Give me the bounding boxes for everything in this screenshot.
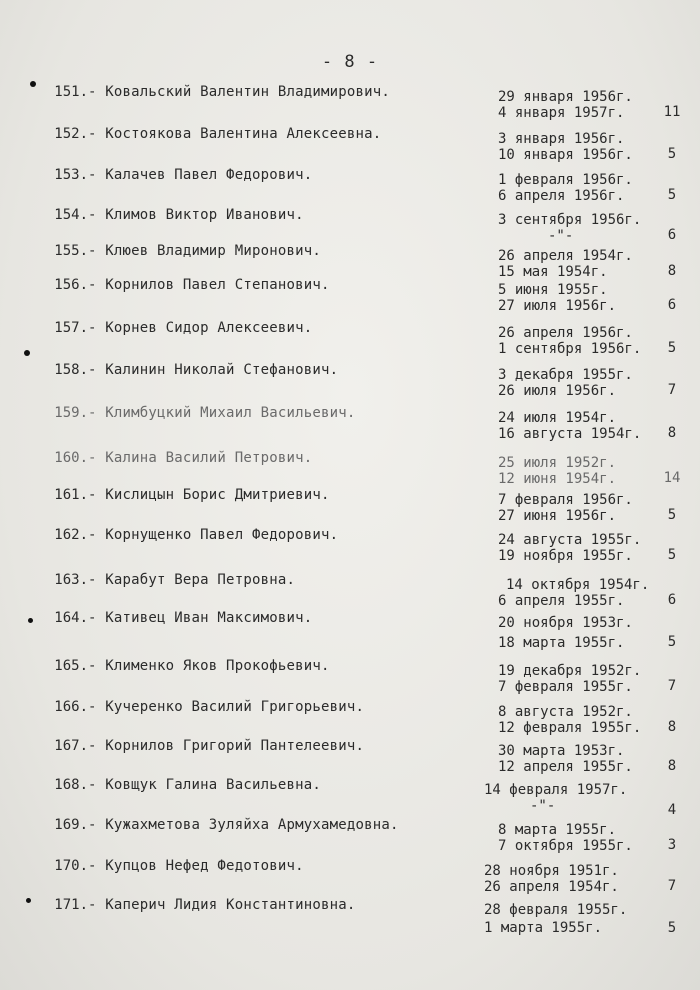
entry-date-start: 28 февраля 1955г. xyxy=(484,902,628,918)
entry-date-end: 27 июня 1956г. xyxy=(498,508,617,524)
entry-date-end: 7 октября 1955г. xyxy=(498,838,633,854)
entry-date-end: 12 февраля 1955г. xyxy=(498,720,642,736)
entry-date-end: 15 мая 1954г. xyxy=(498,264,608,280)
entry-number: 154. xyxy=(54,207,88,223)
list-item xyxy=(0,362,700,406)
entry-date-end: 27 июля 1956г. xyxy=(498,298,617,314)
ink-mark xyxy=(26,898,31,903)
entry-number: 158. xyxy=(54,362,88,378)
entry-count: 8 xyxy=(667,719,677,735)
entry-name: - Купцов Нефед Федотович. xyxy=(88,858,304,874)
entry-name: - Корнущенко Павел Федорович. xyxy=(88,527,339,543)
entry-count: 8 xyxy=(667,425,677,441)
list-item xyxy=(0,320,700,364)
entry-number: 169. xyxy=(54,817,88,833)
entry-count: 5 xyxy=(667,187,677,203)
entry-count: 5 xyxy=(667,547,677,563)
entry-date-start: 20 ноября 1953г. xyxy=(498,615,633,631)
entry-date-start: 8 марта 1955г. xyxy=(498,822,617,838)
list-item xyxy=(0,277,700,321)
entry-name: - Кужахметова Зуляйха Армухамедовна. xyxy=(88,817,399,833)
entry-number: 155. xyxy=(54,243,88,259)
entry-date-end: 26 июля 1956г. xyxy=(498,383,617,399)
list-item xyxy=(0,126,700,170)
list-item xyxy=(0,817,700,861)
entry-name: - Каперич Лидия Константиновна. xyxy=(88,897,356,913)
entry-date-end: 6 апреля 1956г. xyxy=(498,188,625,204)
entry-name: - Корнилов Григорий Пантелеевич. xyxy=(88,738,365,754)
entry-date-start: 8 августа 1952г. xyxy=(498,704,633,720)
entry-date-end: 10 января 1956г. xyxy=(498,147,633,163)
list-item xyxy=(0,487,700,531)
entry-number: 159. xyxy=(54,405,88,421)
entry-count: 5 xyxy=(667,507,677,523)
list-item xyxy=(0,738,700,782)
entry-date-start: 5 июня 1955г. xyxy=(498,282,608,298)
page-number: - 8 - xyxy=(321,52,379,72)
list-item xyxy=(0,527,700,571)
entry-date-start: 25 июля 1952г. xyxy=(498,455,617,471)
entry-number: 160. xyxy=(54,450,88,466)
entry-count: 5 xyxy=(667,340,677,356)
entry-count: 4 xyxy=(667,802,677,818)
entry-date-end: 6 апреля 1955г. xyxy=(498,593,625,609)
entry-number: 166. xyxy=(54,699,88,715)
entry-date-start: 3 декабря 1955г. xyxy=(498,367,633,383)
entry-name: - Климов Виктор Иванович. xyxy=(88,207,304,223)
list-item xyxy=(0,777,700,821)
entry-name: - Калачев Павел Федорович. xyxy=(88,167,313,183)
entry-number: 161. xyxy=(54,487,88,503)
entry-count: 3 xyxy=(667,837,677,853)
entry-number: 164. xyxy=(54,610,88,626)
entry-name: - Ковальский Валентин Владимирович. xyxy=(88,84,391,100)
entry-name: - Корнев Сидор Алексеевич. xyxy=(88,320,313,336)
entry-count: 8 xyxy=(667,263,677,279)
entry-count: 5 xyxy=(667,634,677,650)
entry-number: 163. xyxy=(54,572,88,588)
entry-count: 8 xyxy=(667,758,677,774)
list-item xyxy=(0,84,700,128)
entry-name: - Ковщук Галина Васильевна. xyxy=(88,777,321,793)
list-item xyxy=(0,405,700,449)
entry-date-end: 26 апреля 1954г. xyxy=(484,879,619,895)
entry-number: 152. xyxy=(54,126,88,142)
entry-count: 7 xyxy=(667,878,677,894)
entry-date-start: 14 февраля 1957г. xyxy=(484,782,628,798)
entry-date-end: 12 июня 1954г. xyxy=(498,471,617,487)
entry-date-start: 1 февраля 1956г. xyxy=(498,172,633,188)
entry-name: - Клюев Владимир Миронович. xyxy=(88,243,321,259)
entry-number: 170. xyxy=(54,858,88,874)
entry-count: 6 xyxy=(667,592,677,608)
entry-count: 7 xyxy=(667,678,677,694)
list-item xyxy=(0,699,700,743)
entry-name: - Карабут Вера Петровна. xyxy=(88,572,296,588)
entry-name: - Корнилов Павел Степанович. xyxy=(88,277,330,293)
entry-number: 151. xyxy=(54,84,88,100)
entry-date-start: 28 ноября 1951г. xyxy=(484,863,619,879)
entry-number: 168. xyxy=(54,777,88,793)
entry-date-start: 3 сентября 1956г. xyxy=(498,212,642,228)
entry-count: 5 xyxy=(667,920,677,936)
entry-date-start: 26 апреля 1954г. xyxy=(498,248,633,264)
entry-date-start: 7 февраля 1956г. xyxy=(498,492,633,508)
ink-mark xyxy=(28,618,33,623)
entry-date-end: 19 ноября 1955г. xyxy=(498,548,633,564)
list-item xyxy=(0,858,700,902)
ink-mark xyxy=(24,350,30,356)
entry-number: 167. xyxy=(54,738,88,754)
list-item xyxy=(0,167,700,211)
list-item xyxy=(0,658,700,702)
entry-date-start: 14 октября 1954г. xyxy=(506,577,650,593)
entry-count: 5 xyxy=(667,146,677,162)
entry-name: - Клименко Яков Прокофьевич. xyxy=(88,658,330,674)
entry-date-end: 18 марта 1955г. xyxy=(498,635,625,651)
entry-date-end: 12 апреля 1955г. xyxy=(498,759,633,775)
entry-count: 11 xyxy=(663,104,681,120)
entry-number: 153. xyxy=(54,167,88,183)
entry-date-end: 1 сентября 1956г. xyxy=(498,341,642,357)
entry-name: - Кислицын Борис Дмитриевич. xyxy=(88,487,330,503)
list-item xyxy=(0,897,700,941)
entry-count: 14 xyxy=(663,470,681,486)
entry-date-end: 7 февраля 1955г. xyxy=(498,679,633,695)
entry-date-end: 4 января 1957г. xyxy=(498,105,625,121)
entry-name: - Климбуцкий Михаил Васильевич. xyxy=(88,405,356,421)
entry-date-start: 19 декабря 1952г. xyxy=(498,663,642,679)
entry-name: - Кучеренко Василий Григорьевич. xyxy=(88,699,365,715)
list-item xyxy=(0,610,700,654)
entry-date-start: 24 августа 1955г. xyxy=(498,532,642,548)
entry-number: 171. xyxy=(54,897,88,913)
entry-date-end: -"- xyxy=(548,228,574,244)
entry-date-end: -"- xyxy=(530,798,556,814)
entry-name: - Калина Василий Петрович. xyxy=(88,450,313,466)
entry-date-start: 24 июля 1954г. xyxy=(498,410,617,426)
entry-date-end: 16 августа 1954г. xyxy=(498,426,642,442)
entry-date-start: 3 января 1956г. xyxy=(498,131,625,147)
entry-number: 157. xyxy=(54,320,88,336)
entry-count: 6 xyxy=(667,227,677,243)
entry-date-start: 30 марта 1953г. xyxy=(498,743,625,759)
entry-name: - Кативец Иван Максимович. xyxy=(88,610,313,626)
entry-number: 156. xyxy=(54,277,88,293)
entry-name: - Калинин Николай Стефанович. xyxy=(88,362,339,378)
entry-name: - Костоякова Валентина Алексеевна. xyxy=(88,126,382,142)
entry-date-end: 1 марта 1955г. xyxy=(484,920,603,936)
entry-count: 6 xyxy=(667,297,677,313)
entry-number: 162. xyxy=(54,527,88,543)
entry-date-start: 26 апреля 1956г. xyxy=(498,325,633,341)
ink-mark xyxy=(30,81,36,87)
entry-date-start: 29 января 1956г. xyxy=(498,89,633,105)
entry-count: 7 xyxy=(667,382,677,398)
entry-number: 165. xyxy=(54,658,88,674)
